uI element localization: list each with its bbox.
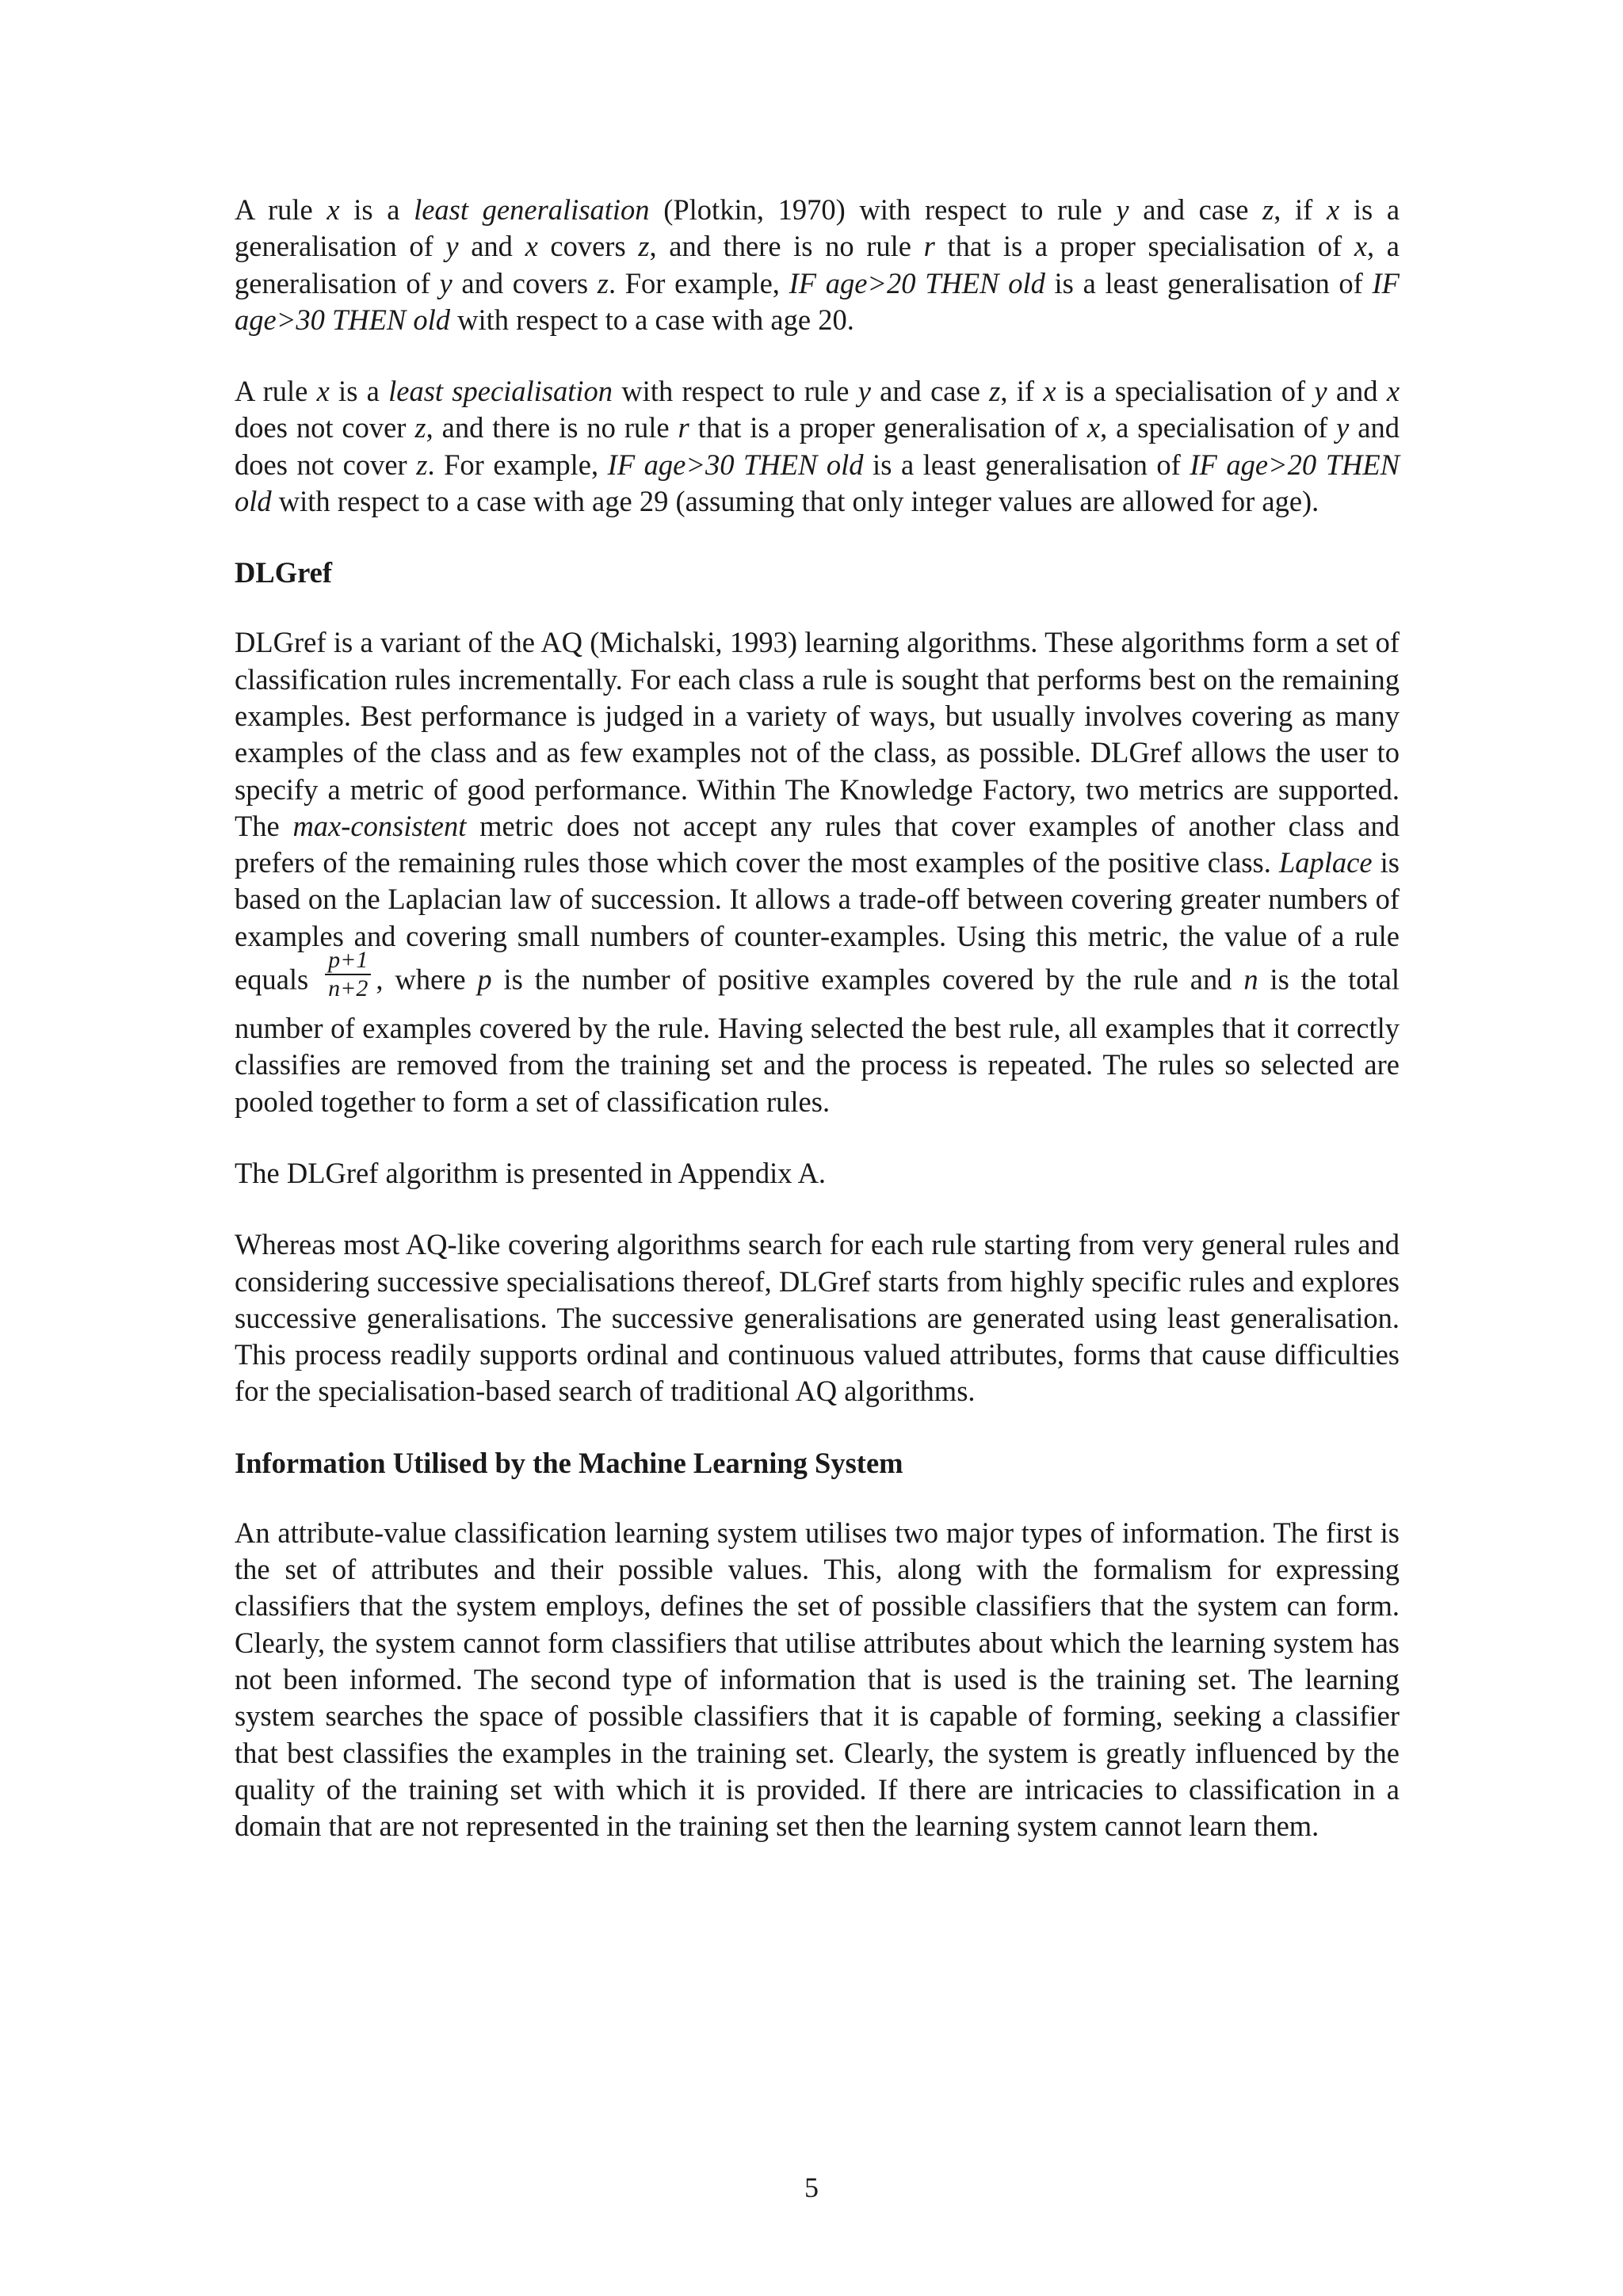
paragraph-information-types: An attribute-value classification learning system utilises two major types of information. The first is the set of attributes and their possible values. This, along with the formalism for expressing classifiers that the system employs, defines the set of possible classifiers that the system can form. Clearly, the system cannot form classifiers that utilise attributes about which the learning system has not been informed. The second type of information that is used is the training set. The learning system searches the space of possible classifiers that it is capable of forming, seeking a classifier that best classifies the examples in the training set. Clearly, the system is greatly influenced by the quality of the training set with which it is provided. If there are intricacies to classification in a domain that are not represented in the training set then the learning system cannot learn them. xyxy=(235,1516,1400,1843)
paragraph-dlgref-description: DLGref is a variant of the AQ (Michalski, 1993) learning algorithms. These algorithms form a set of classification rules incrementally. For each class a rule is sought that performs best on the remaining examples. Best performance is judged in a variety of ways, but usually involves covering as many examples of the class and as few examples not of the class, as possible. DLGref allows the user to specify a metric of good performance. Within The Knowledge Factory, two metrics are supported. The max-consistent metric does not accept any rules that cover examples of another class and prefers of the remaining rules those which cover the most examples of the positive class. Laplace is based on the Laplacian law of succession. It allows a trade-off between covering greater numbers of examples and covering small numbers of counter-examples. Using this metric, the value of a rule equals $\frac{p+1}{n+2}$ , where p is the number of positive examples covered by the rule and n is the total number of examples covered by the rule. Having selected the best rule, all examples that it correctly classifies are removed from the training set and the process is repeated. The rules so selected are pooled together to form a set of classification rules. xyxy=(235,626,1400,1118)
laplace-fraction xyxy=(325,947,371,1002)
section-heading-dlgref: DLGref xyxy=(235,556,332,589)
section-heading-information: Information Utilised by the Machine Learning System xyxy=(235,1446,903,1479)
paragraph-least-specialisation: A rule x is a least specialisation with respect to rule y and case z, if x is a specialisation of y and x does not cover z, and there is no rule r that is a proper generalisation of x, a specialisation of y and does not cover z. For example, IF age>30 THEN old is a least generalisation of IF age>20 THEN old with respect to a case with age 29 (assuming that only integer values are allowed for age). xyxy=(235,375,1400,518)
page-body xyxy=(235,192,1400,1879)
fraction-denominator: n+2 xyxy=(328,975,369,1002)
paragraph-appendix-reference: The DLGref algorithm is presented in Appendix A. xyxy=(235,1156,827,1189)
term-least-generalisation: least generalisation xyxy=(414,193,650,226)
term-max-consistent: max-consistent xyxy=(292,809,467,842)
term-least-specialisation: least specialisation xyxy=(388,375,613,408)
term-laplace: Laplace xyxy=(1278,846,1373,879)
fraction-numerator: p+1 xyxy=(325,947,371,975)
page-number: 5 xyxy=(804,2172,819,2203)
paragraph-least-generalisation: A rule x is a least generalisation (Plotkin, 1970) with respect to rule y and case z, if x is a generalisation of y and x covers z, and there is no rule r that is a proper specialisation of x, a generalisation of y and covers z. For example, IF age>20 THEN old is a least generalisation of IF age>30 THEN old with respect to a case with age 20. xyxy=(235,193,1400,336)
paragraph-aq-comparison: Whereas most AQ-like covering algorithms search for each rule starting from very general rules and considering successive specialisations thereof, DLGref starts from highly specific rules and explores successive generalisations. The successive generalisations are generated using least generalisation. This process readily supports ordinal and continuous valued attributes, forms that cause difficulties for the specialisation-based search of traditional AQ algorithms. xyxy=(235,1228,1400,1408)
